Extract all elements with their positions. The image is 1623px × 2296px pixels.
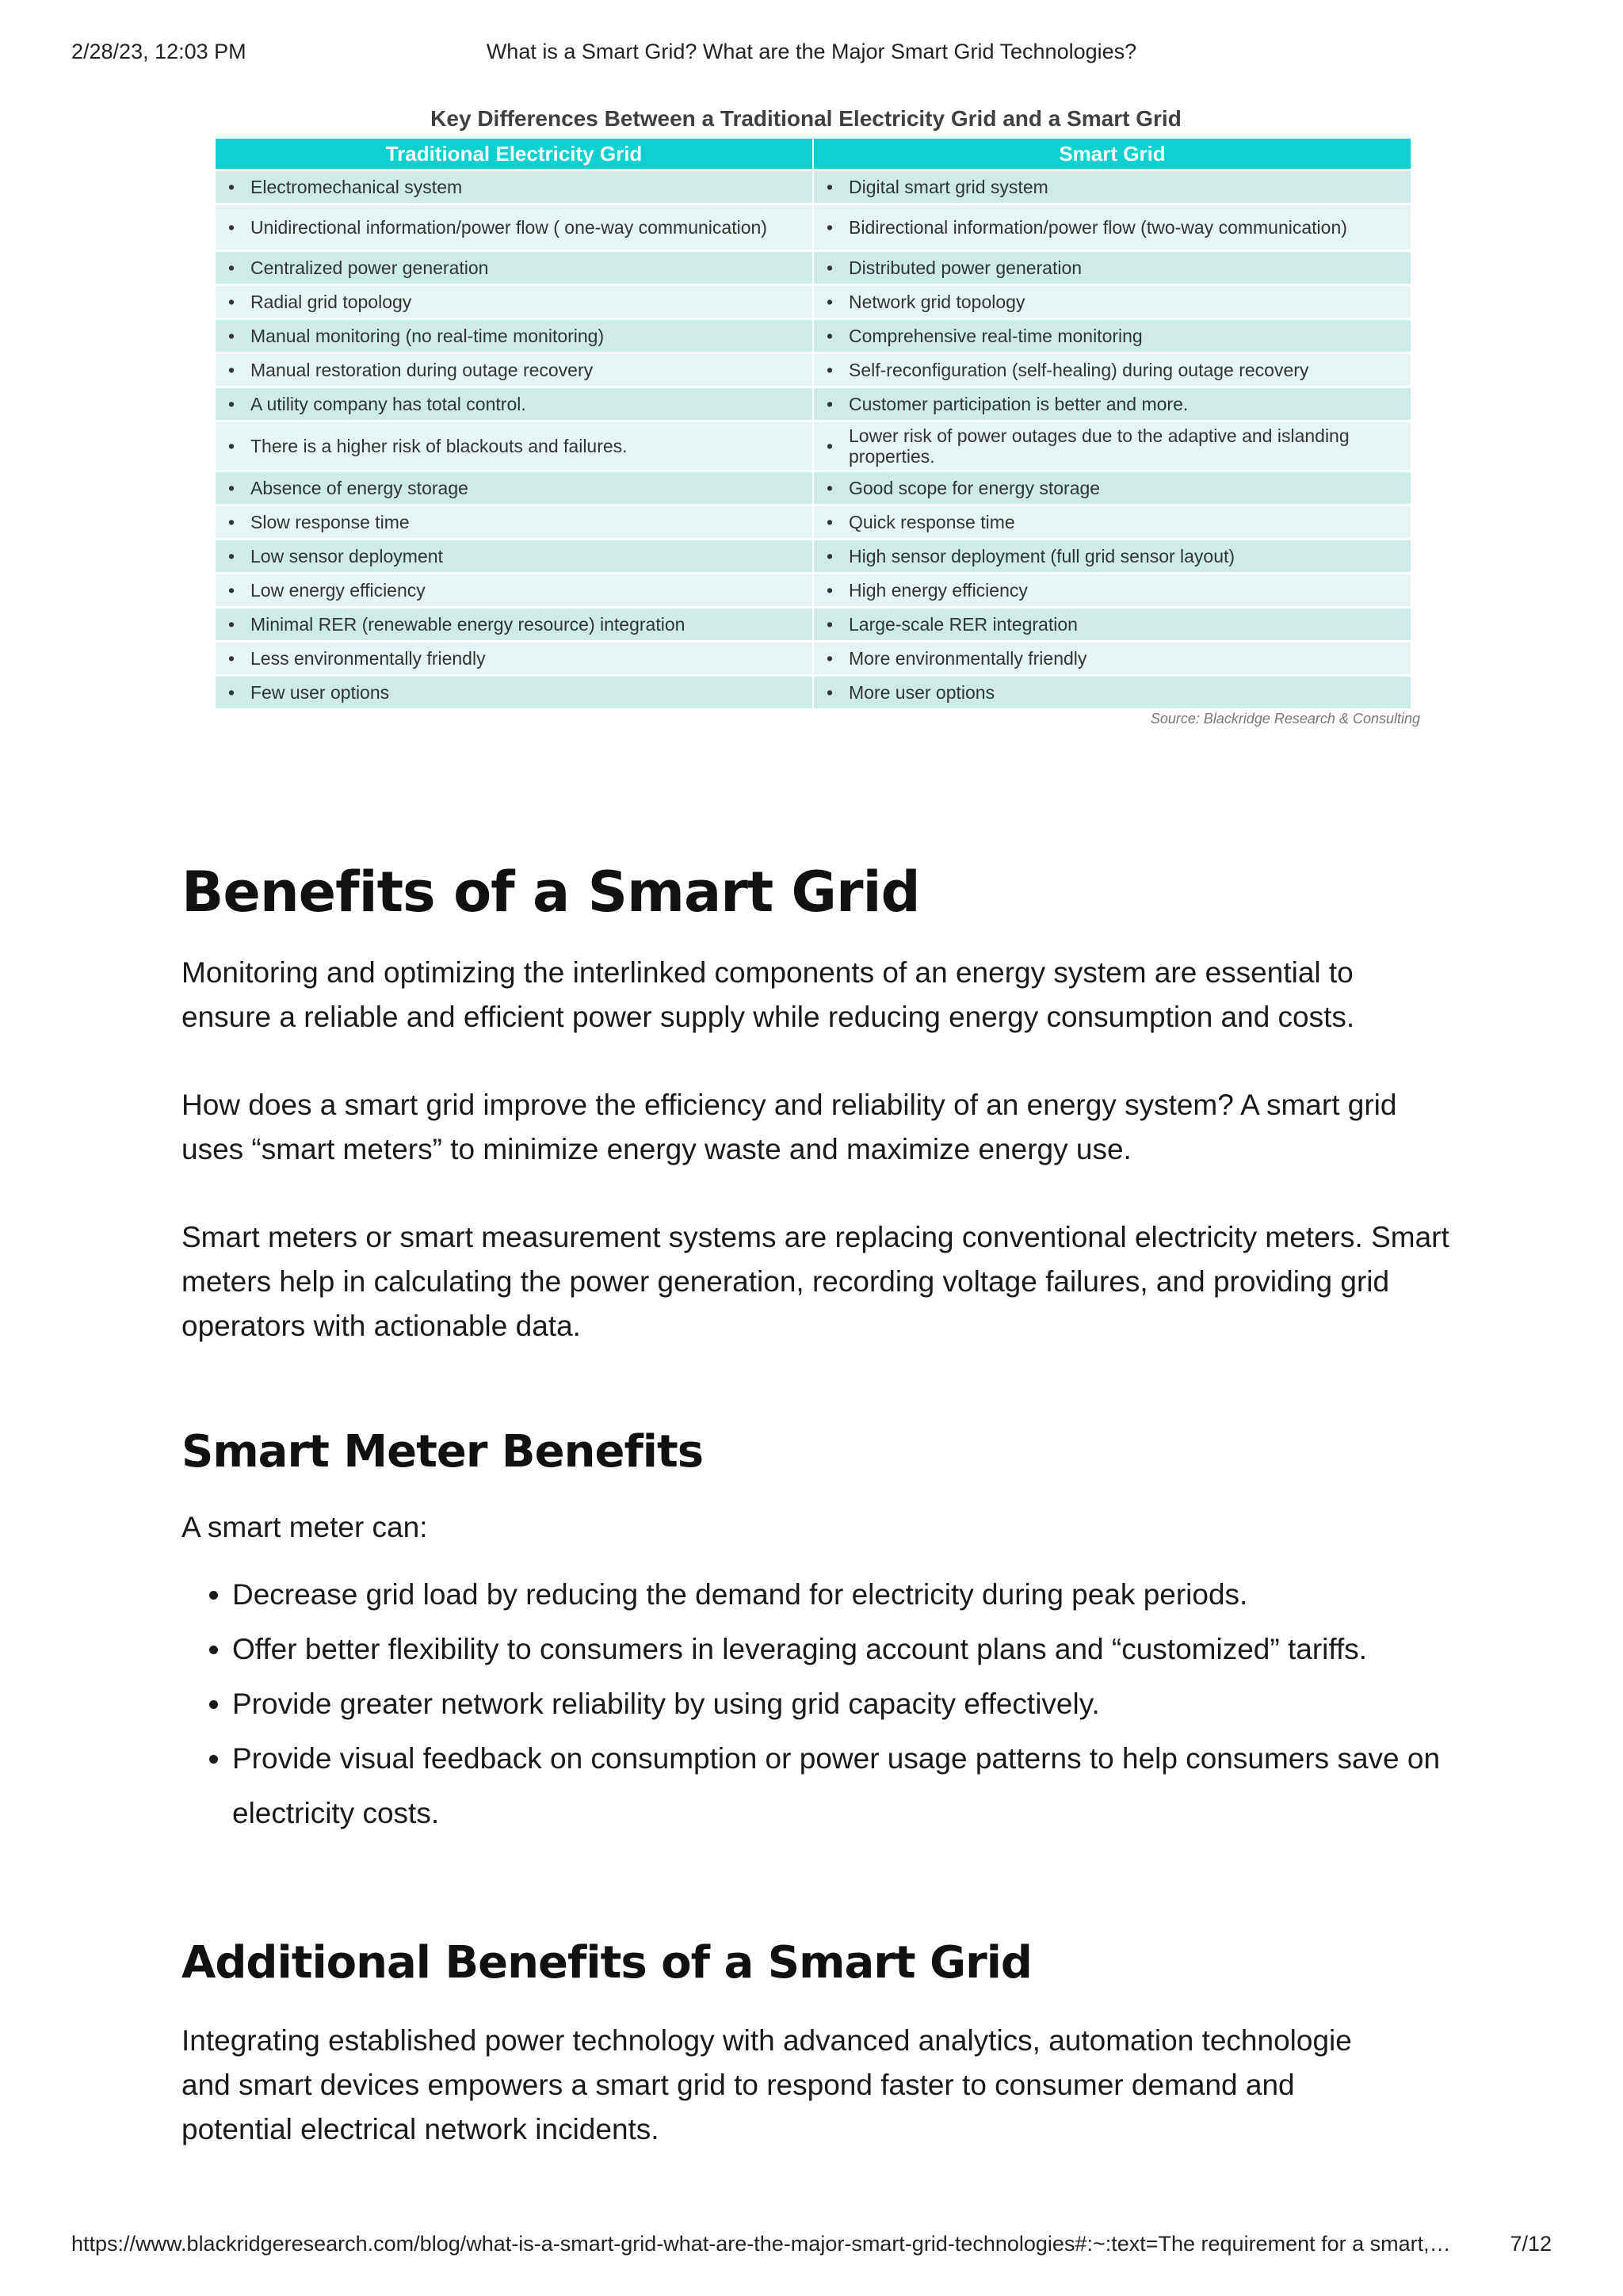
- table-cell-text: More environmentally friendly: [849, 648, 1087, 669]
- table-row: [216, 205, 1411, 250]
- table-cell-text: Customer participation is better and more.: [849, 394, 1189, 414]
- table-cell-text: Large-scale RER integration: [849, 614, 1078, 635]
- bullet-icon: •: [228, 580, 235, 601]
- additional-paragraph: [181, 2019, 1386, 2152]
- table-header-row: [216, 139, 1411, 169]
- bullet-icon: •: [827, 217, 834, 238]
- table-cell-text: Manual monitoring (no real-time monitoring): [250, 326, 605, 346]
- table-cell-traditional: [216, 677, 812, 708]
- table-cell-smart: [814, 388, 1411, 420]
- benefits-text-1: Monitoring and optimizing the interlinked components of an energy system are essential to ensure a reliable and efficient power supply while reducing energy consumption and costs.: [181, 956, 1355, 1033]
- table-cell-smart: [814, 677, 1411, 708]
- table-cell-text: More user options: [849, 682, 995, 703]
- comparison-table-figure: [216, 101, 1428, 727]
- bullet-icon: •: [228, 648, 235, 669]
- table-cell-smart: [814, 608, 1411, 640]
- bullet-icon: •: [228, 614, 235, 635]
- table-cell-text: Low energy efficiency: [250, 580, 426, 601]
- table-cell-traditional: [216, 252, 812, 284]
- bullet-icon: •: [827, 512, 834, 532]
- table-header-smart: Smart Grid: [814, 139, 1411, 169]
- bullet-icon: •: [827, 546, 834, 566]
- table-cell-traditional: [216, 506, 812, 538]
- list-item: • Decrease grid load by reducing the demand for electricity during peak periods.: [232, 1567, 1449, 1622]
- table-title: Key Differences Between a Traditional Electricity Grid and a Smart Grid: [430, 106, 1182, 131]
- meter-intro-wrap: [181, 1505, 1449, 1550]
- table-row: [216, 252, 1411, 284]
- table-header-traditional: Traditional Electricity Grid: [216, 139, 812, 169]
- bullet-icon: •: [228, 546, 235, 566]
- meter-list-wrap: [181, 1567, 1449, 1840]
- table-row: [216, 422, 1411, 470]
- meter-heading: Smart Meter Benefits: [181, 1426, 704, 1478]
- table-cell-traditional: [216, 286, 812, 318]
- additional-section: [181, 1937, 1449, 1989]
- table-cell-smart: [814, 252, 1411, 284]
- table-source: Source: Blackridge Research & Consulting: [1150, 711, 1420, 727]
- additional-heading: Additional Benefits of a Smart Grid: [181, 1937, 1032, 1989]
- table-cell-smart: [814, 643, 1411, 674]
- table-cell-smart: [814, 354, 1411, 386]
- additional-text: Integrating established power technology with advanced analytics, automation technologie and smart devices empowers a smart grid to respond faster to consumer demand and potential electrical network incidents.: [181, 2024, 1352, 2145]
- bullet-icon: •: [827, 292, 834, 312]
- bullet-icon: •: [827, 614, 834, 635]
- table-cell-text: Centralized power generation: [250, 257, 489, 278]
- bullet-icon: •: [827, 326, 834, 346]
- benefits-heading: Benefits of a Smart Grid: [181, 860, 920, 925]
- bullet-icon: •: [228, 217, 235, 238]
- bullet-icon: •: [228, 292, 235, 312]
- print-datetime: 2/28/23, 12:03 PM: [71, 40, 246, 63]
- table-cell-traditional: [216, 205, 812, 250]
- benefits-paragraph-2: [181, 1083, 1449, 1172]
- table-cell-text: Minimal RER (renewable energy resource) integration: [250, 614, 685, 635]
- table-body: [216, 171, 1411, 708]
- benefits-section: [181, 860, 1449, 925]
- meter-benefits-list: [181, 1567, 1449, 1840]
- list-item: • Offer better flexibility to consumers in leveraging account plans and “customized” tariffs.: [232, 1622, 1449, 1676]
- table-row: [216, 677, 1411, 708]
- benefits-text-3: Smart meters or smart measurement systems are replacing conventional electricity meters. Smart meters help in calculating the power generation, recording voltage failures, and providing grid operators with actionable data.: [181, 1221, 1449, 1342]
- bullet-icon: •: [228, 177, 235, 197]
- table-cell-traditional: [216, 643, 812, 674]
- table-cell-smart: [814, 286, 1411, 318]
- table-cell-text: Good scope for energy storage: [849, 478, 1101, 498]
- table-cell-smart: [814, 422, 1411, 470]
- print-url: https://www.blackridgeresearch.com/blog/what-is-a-smart-grid-what-are-the-major-smart-grid-technologies#:~:text=The requirement for a smart,…: [71, 2232, 1451, 2256]
- benefits-paragraph-3: [181, 1215, 1449, 1348]
- bullet-icon: •: [228, 682, 235, 703]
- table-cell-text: Bidirectional information/power flow (two-way communication): [849, 217, 1347, 238]
- table-cell-text: Low sensor deployment: [250, 546, 443, 566]
- table-cell-text: There is a higher risk of blackouts and failures.: [250, 436, 628, 456]
- table-cell-text: Digital smart grid system: [849, 177, 1048, 197]
- table-row: [216, 472, 1411, 504]
- table-cell-traditional: [216, 320, 812, 352]
- bullet-icon: •: [228, 257, 235, 278]
- table-row: [216, 608, 1411, 640]
- bullet-icon: •: [228, 326, 235, 346]
- meter-section: [181, 1426, 1449, 1478]
- table-row: [216, 388, 1411, 420]
- bullet-icon: •: [827, 478, 834, 498]
- print-header: [0, 40, 1623, 71]
- bullet-icon: •: [827, 360, 834, 380]
- table-cell-text: Radial grid topology: [250, 292, 412, 312]
- table-cell-smart: [814, 171, 1411, 203]
- table-row: [216, 320, 1411, 352]
- bullet-icon: •: [827, 682, 834, 703]
- comparison-table: [214, 136, 1412, 711]
- table-row: [216, 354, 1411, 386]
- table-row: [216, 643, 1411, 674]
- table-cell-smart: [814, 574, 1411, 606]
- list-item: • Provide greater network reliability by using grid capacity effectively.: [232, 1676, 1449, 1731]
- bullet-icon: •: [827, 257, 834, 278]
- table-cell-traditional: [216, 540, 812, 572]
- bullet-icon: •: [827, 394, 834, 414]
- print-page-number: 7/12: [1510, 2232, 1552, 2256]
- table-cell-text: Unidirectional information/power flow ( one-way communication): [250, 217, 767, 238]
- table-cell-smart: [814, 320, 1411, 352]
- table-cell-text: Self-reconfiguration (self-healing) during outage recovery: [849, 360, 1309, 380]
- table-cell-text: Slow response time: [250, 512, 410, 532]
- table-cell-text: Network grid topology: [849, 292, 1025, 312]
- table-cell-traditional: [216, 171, 812, 203]
- table-cell-text: High sensor deployment (full grid sensor layout): [849, 546, 1235, 566]
- table-cell-traditional: [216, 354, 812, 386]
- table-cell-traditional: [216, 422, 812, 470]
- bullet-icon: •: [827, 436, 834, 456]
- table-cell-text: Electromechanical system: [250, 177, 463, 197]
- print-footer: [0, 2232, 1623, 2264]
- table-cell-traditional: [216, 608, 812, 640]
- bullet-icon: •: [228, 360, 235, 380]
- table-cell-smart: [814, 506, 1411, 538]
- bullet-icon: •: [228, 436, 235, 456]
- bullet-icon: •: [228, 478, 235, 498]
- table-cell-traditional: [216, 388, 812, 420]
- table-cell-text: Absence of energy storage: [250, 478, 468, 498]
- table-cell-traditional: [216, 574, 812, 606]
- table-cell-text: Less environmentally friendly: [250, 648, 486, 669]
- table-row: [216, 286, 1411, 318]
- table-row: [216, 574, 1411, 606]
- table-row: [216, 171, 1411, 203]
- bullet-icon: •: [827, 177, 834, 197]
- meter-intro: A smart meter can:: [181, 1511, 428, 1543]
- benefits-paragraph-1: [181, 951, 1449, 1039]
- list-item: • Provide visual feedback on consumption or power usage patterns to help consumers save on electricity costs.: [232, 1731, 1449, 1840]
- table-cell-text: Manual restoration during outage recovery: [250, 360, 594, 380]
- benefits-text-2: How does a smart grid improve the efficiency and reliability of an energy system? A smart grid uses “smart meters” to minimize energy waste and maximize energy use.: [181, 1089, 1397, 1165]
- table-cell-text: High energy efficiency: [849, 580, 1028, 601]
- table-cell-smart: [814, 472, 1411, 504]
- table-cell-traditional: [216, 472, 812, 504]
- table-cell-smart: [814, 205, 1411, 250]
- table-cell-text: Lower risk of power outages due to the adaptive and islanding properties.: [849, 425, 1350, 467]
- table-row: [216, 540, 1411, 572]
- print-page-title: What is a Smart Grid? What are the Major Smart Grid Technologies?: [486, 40, 1137, 63]
- table-cell-text: A utility company has total control.: [250, 394, 526, 414]
- table-cell-text: Few user options: [250, 682, 390, 703]
- bullet-icon: •: [228, 512, 235, 532]
- bullet-icon: •: [228, 394, 235, 414]
- table-cell-text: Comprehensive real-time monitoring: [849, 326, 1143, 346]
- table-cell-smart: [814, 540, 1411, 572]
- table-cell-text: Quick response time: [849, 512, 1015, 532]
- bullet-icon: •: [827, 580, 834, 601]
- table-row: [216, 506, 1411, 538]
- table-cell-text: Distributed power generation: [849, 257, 1083, 278]
- bullet-icon: •: [827, 648, 834, 669]
